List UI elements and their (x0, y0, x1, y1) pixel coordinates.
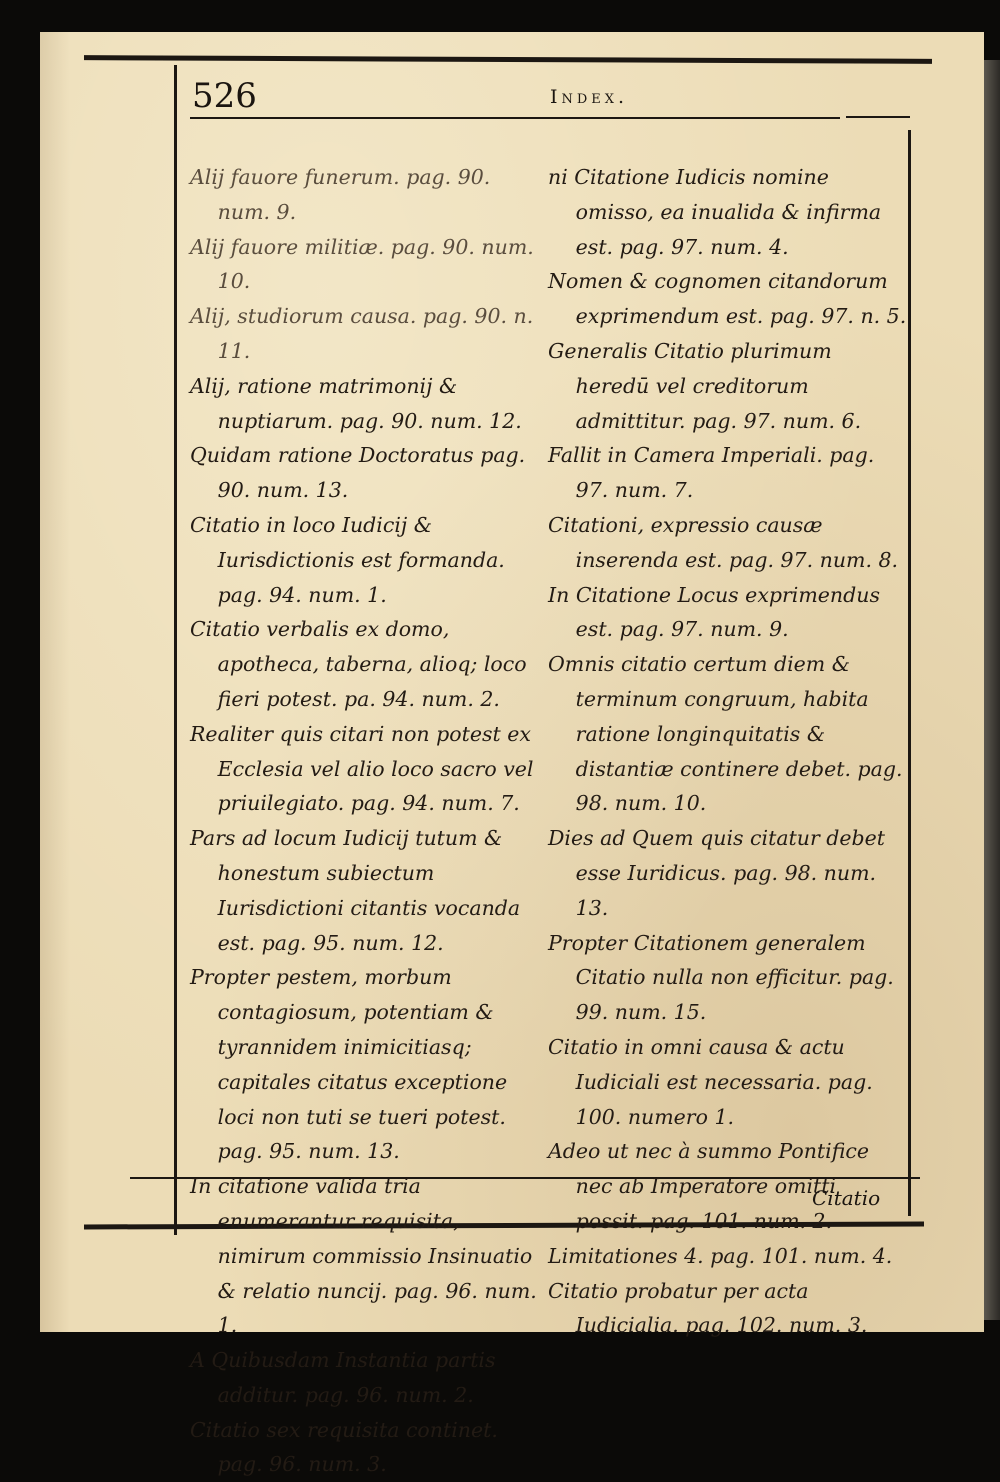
index-entry: In Citatione Locus exprimendus est. pag. 97. num. 9. (548, 582, 880, 642)
index-entry: Citationi, expressio causæ inserenda est. pag. 97. num. 8. (548, 512, 899, 572)
index-entry: A Quibusdam Instantia partis additur. pag. 96. num. 2. (190, 1348, 496, 1407)
index-entry: Omnis citatio certum diem & terminum congruum, habita ratione longinquitatis & distantiæ continere debet. pag. 98. num. 10. (548, 652, 903, 816)
left-margin-rule (174, 65, 177, 1235)
index-entry: Citatio verbalis ex domo, apotheca, taberna, alioq; loco fieri potest. pa. 94. num. 2. (190, 617, 527, 711)
header-underline (190, 117, 840, 119)
index-entry: Alij, ratione matrimonij & nuptiarum. pag. 90. num. 12. (190, 373, 522, 433)
index-entry: Generalis Citatio plurimum heredū vel creditorum admittitur. pag. 97. num. 6. (548, 338, 862, 433)
catchword: Citatio (812, 1186, 881, 1210)
index-entry: Quidam ratione Doctoratus pag. 90. num. 13. (190, 443, 526, 503)
index-entry: Realiter quis citari non potest ex Ecclesia vel alio loco sacro vel priuilegiato. pag. 94. num. 7. (190, 721, 534, 816)
page-number: 526 (192, 76, 257, 116)
index-entry: Alij, studiorum causa. pag. 90. n. 11. (190, 304, 534, 363)
index-entry: Alij fauore militiæ. pag. 90. num. 10. (190, 234, 534, 294)
index-entry: Fallit in Camera Imperiali. pag. 97. num. 7. (548, 443, 875, 503)
index-entry: In citatione valida tria enumerantur requisita, nimirum commissio Insinuatio & relatio nuncij. pag. 96. num. 1. (190, 1174, 537, 1338)
index-entry: Adeo ut nec à summo Pontifice nec ab Imperatore omitti possit. pag. 101. num. 2. (548, 1139, 869, 1233)
index-entry: ni Citatione Iudicis nomine omisso, ea inualida & infirma est. pag. 97. num. 4. (548, 165, 882, 259)
index-column-right (548, 160, 910, 1343)
index-entry: Propter pestem, morbum contagiosum, potentiam & tyrannidem inimicitiasq; capitales citatus exceptione loci non tuti se tueri potest. pag. 95. num. 13. (190, 965, 508, 1164)
index-entry: Citatio sex requisita continet. pag. 96. num. 3. (190, 1417, 498, 1477)
index-column-left (190, 160, 542, 1482)
running-head: Index. (550, 86, 629, 108)
index-entry: Alij fauore funerum. pag. 90. num. 9. (190, 165, 491, 224)
index-entry: Limitationes 4. pag. 101. num. 4. (548, 1243, 893, 1268)
index-entry: Nomen & cognomen citandorum exprimendum est. pag. 97. n. 5. (548, 269, 907, 329)
index-entry: Pars ad locum Iudicij tutum & honestum subiectum Iurisdictioni citantis vocanda est. pag. 95. num. 12. (190, 826, 521, 955)
index-entry: Citatio in loco Iudicij & Iurisdictionis est formanda. pag. 94. num. 1. (190, 512, 505, 607)
index-entry: Dies ad Quem quis citatur debet esse Iuridicus. pag. 98. num. 13. (548, 826, 886, 920)
index-entry: Citatio in omni causa & actu Iudiciali est necessaria. pag. 100. numero 1. (548, 1034, 873, 1129)
index-entry: Citatio probatur per acta Iudicialia. pag. 102. num. 3. (548, 1278, 868, 1338)
header-underline-stub (846, 116, 910, 118)
index-entry: Propter Citationem generalem Citatio nulla non efficitur. pag. 99. num. 15. (548, 930, 894, 1025)
